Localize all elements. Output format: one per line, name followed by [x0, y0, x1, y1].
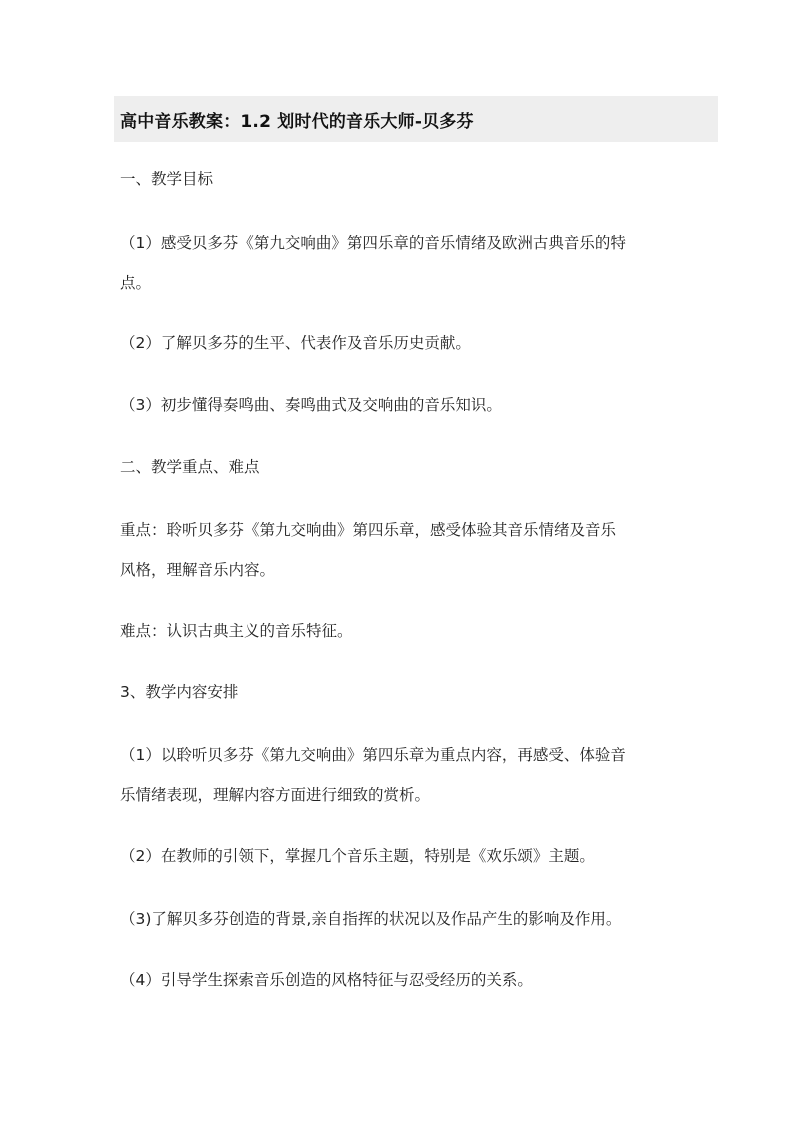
content-item-3: （3)了解贝多芬创造的背景,亲自指挥的状况以及作品产生的影响及作用。 [120, 910, 622, 928]
document-title: 高中音乐教案：1.2 划时代的音乐大师-贝多芬 [120, 111, 474, 132]
objective-item-1-line-2: 点。 [120, 274, 152, 292]
section-heading-content: 3、教学内容安排 [120, 683, 239, 701]
objective-item-1-line-1: （1）感受贝多芬《第九交响曲》第四乐章的音乐情绪及欧洲古典音乐的特 [120, 234, 626, 252]
objective-item-2: （2）了解贝多芬的生平、代表作及音乐历史贡献。 [120, 334, 471, 352]
objective-item-1 [120, 227, 725, 299]
objective-item-3: （3）初步懂得奏鸣曲、奏鸣曲式及交响曲的音乐知识。 [120, 396, 502, 414]
content-item-1-line-1: （1）以聆听贝多芬《第九交响曲》第四乐章为重点内容，再感受、体验音 [120, 746, 626, 764]
content-item-1 [120, 739, 725, 811]
difficulty-point: 难点：认识古典主义的音乐特征。 [120, 622, 353, 640]
section-heading-objectives: 一、教学目标 [120, 170, 214, 188]
section-heading-key-points: 二、教学重点、难点 [120, 458, 260, 476]
content-item-2: （2）在教师的引领下，掌握几个音乐主题，特别是《欢乐颂》主题。 [120, 847, 595, 865]
key-point-line-2: 风格，理解音乐内容。 [120, 561, 276, 579]
title-bar [114, 96, 718, 142]
key-point-line-1: 重点：聆听贝多芬《第九交响曲》第四乐章，感受体验其音乐情绪及音乐 [120, 521, 617, 539]
content-item-1-line-2: 乐情绪表现，理解内容方面进行细致的赏析。 [120, 786, 431, 804]
content-item-4: （4）引导学生探索音乐创造的风格特征与忍受经历的关系。 [120, 971, 533, 989]
key-point [120, 514, 725, 586]
